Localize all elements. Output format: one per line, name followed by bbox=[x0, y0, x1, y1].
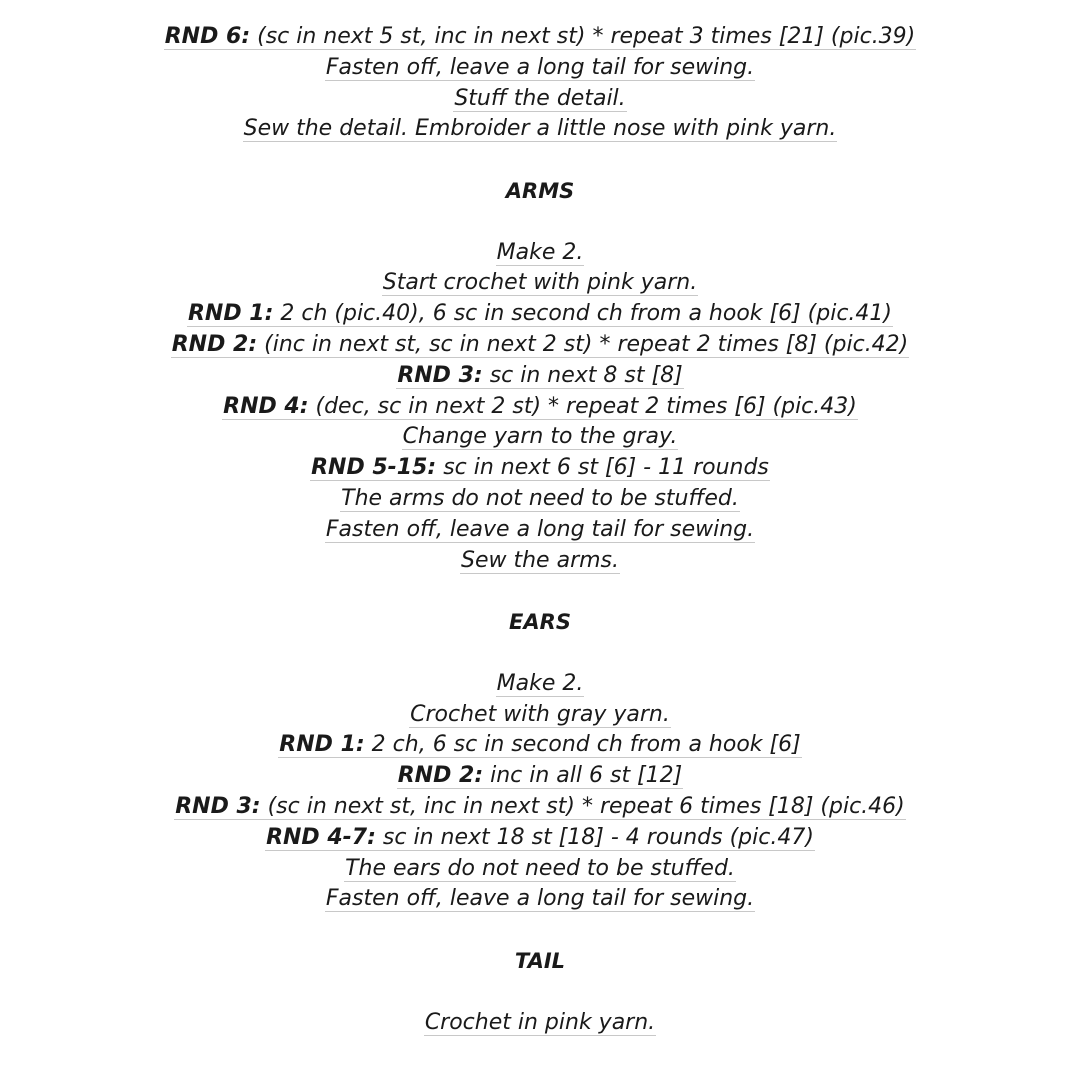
round-label: RND 1: bbox=[187, 301, 274, 327]
spacer bbox=[0, 977, 1080, 1008]
instruction-text: RND 2: inc in all 6 st [12] bbox=[397, 763, 683, 789]
round-label: RND 5-15: bbox=[311, 455, 437, 481]
round-instruction bbox=[0, 22, 1080, 53]
round-instruction bbox=[0, 730, 1080, 761]
round-instruction bbox=[0, 299, 1080, 330]
instruction-text: RND 2: (inc in next st, sc in next 2 st) * repeat 2 times [8] (pic.42) bbox=[171, 331, 909, 357]
round-instruction bbox=[0, 453, 1080, 484]
instruction-text: The arms do not need to be stuffed. bbox=[341, 485, 739, 511]
round-label: RND 3: bbox=[397, 362, 483, 388]
section-heading-text: ARMS bbox=[505, 178, 575, 203]
round-instruction bbox=[0, 361, 1080, 392]
section-heading bbox=[0, 607, 1080, 638]
instruction-text: Sew the detail. Embroider a little nose with pink yarn. bbox=[243, 116, 837, 142]
instruction-line bbox=[0, 422, 1080, 453]
section-heading bbox=[0, 176, 1080, 207]
spacer bbox=[0, 915, 1080, 946]
instruction-text: Crochet in pink yarn. bbox=[424, 1009, 656, 1035]
instruction-text: Fasten off, leave a long tail for sewing. bbox=[325, 516, 755, 542]
round-label: RND 2: bbox=[171, 331, 258, 357]
instruction-text: Stuff the detail. bbox=[454, 85, 626, 111]
instruction-text: RND 4-7: sc in next 18 st [18] - 4 rounds (pic.47) bbox=[266, 824, 814, 850]
round-instruction bbox=[0, 330, 1080, 361]
round-instruction bbox=[0, 392, 1080, 423]
instruction-text: Make 2. bbox=[496, 670, 584, 696]
instruction-line bbox=[0, 484, 1080, 515]
instruction-text: RND 1: 2 ch, 6 sc in second ch from a hook [6] bbox=[279, 732, 801, 758]
instruction-text: RND 6: (sc in next 5 st, inc in next st) * repeat 3 times [21] (pic.39) bbox=[164, 24, 916, 49]
instruction-line bbox=[0, 268, 1080, 299]
instruction-line bbox=[0, 114, 1080, 145]
spacer bbox=[0, 145, 1080, 176]
instruction-text: Start crochet with pink yarn. bbox=[382, 270, 698, 296]
instruction-line bbox=[0, 53, 1080, 84]
round-instruction bbox=[0, 823, 1080, 854]
instruction-line bbox=[0, 854, 1080, 885]
instruction-line bbox=[0, 515, 1080, 546]
round-label: RND 4: bbox=[223, 393, 309, 419]
instruction-text: Fasten off, leave a long tail for sewing. bbox=[325, 886, 755, 912]
instruction-text: Change yarn to the gray. bbox=[402, 424, 678, 450]
round-instruction bbox=[0, 792, 1080, 823]
section-heading-text: EARS bbox=[509, 610, 571, 635]
instruction-line bbox=[0, 546, 1080, 577]
section-heading-text: TAIL bbox=[514, 948, 566, 973]
round-label: RND 4-7: bbox=[266, 824, 376, 850]
instruction-text: RND 5-15: sc in next 6 st [6] - 11 rounds bbox=[311, 455, 769, 481]
instruction-line bbox=[0, 700, 1080, 731]
instruction-text: RND 3: sc in next 8 st [8] bbox=[397, 362, 683, 388]
instruction-text: Sew the arms. bbox=[461, 547, 619, 573]
round-label: RND 3: bbox=[175, 793, 261, 819]
pattern-document bbox=[0, 22, 1080, 1038]
instruction-line bbox=[0, 84, 1080, 115]
round-label: RND 2: bbox=[397, 763, 484, 789]
instruction-line bbox=[0, 884, 1080, 915]
instruction-text: Make 2. bbox=[496, 239, 584, 265]
round-instruction bbox=[0, 761, 1080, 792]
instruction-text: The ears do not need to be stuffed. bbox=[345, 855, 735, 881]
instruction-text: RND 3: (sc in next st, inc in next st) * repeat 6 times [18] (pic.46) bbox=[175, 793, 905, 819]
instruction-line bbox=[0, 669, 1080, 700]
spacer bbox=[0, 638, 1080, 669]
instruction-text: RND 4: (dec, sc in next 2 st) * repeat 2 times [6] (pic.43) bbox=[223, 393, 857, 419]
round-label: RND 1: bbox=[279, 732, 365, 758]
instruction-text: Fasten off, leave a long tail for sewing. bbox=[325, 54, 755, 80]
spacer bbox=[0, 576, 1080, 607]
instruction-text: Crochet with gray yarn. bbox=[410, 701, 670, 727]
round-label: RND 6: bbox=[164, 24, 251, 49]
instruction-line bbox=[0, 1008, 1080, 1039]
instruction-line bbox=[0, 238, 1080, 269]
instruction-text: RND 1: 2 ch (pic.40), 6 sc in second ch from a hook [6] (pic.41) bbox=[187, 301, 893, 327]
spacer bbox=[0, 207, 1080, 238]
section-heading bbox=[0, 946, 1080, 977]
